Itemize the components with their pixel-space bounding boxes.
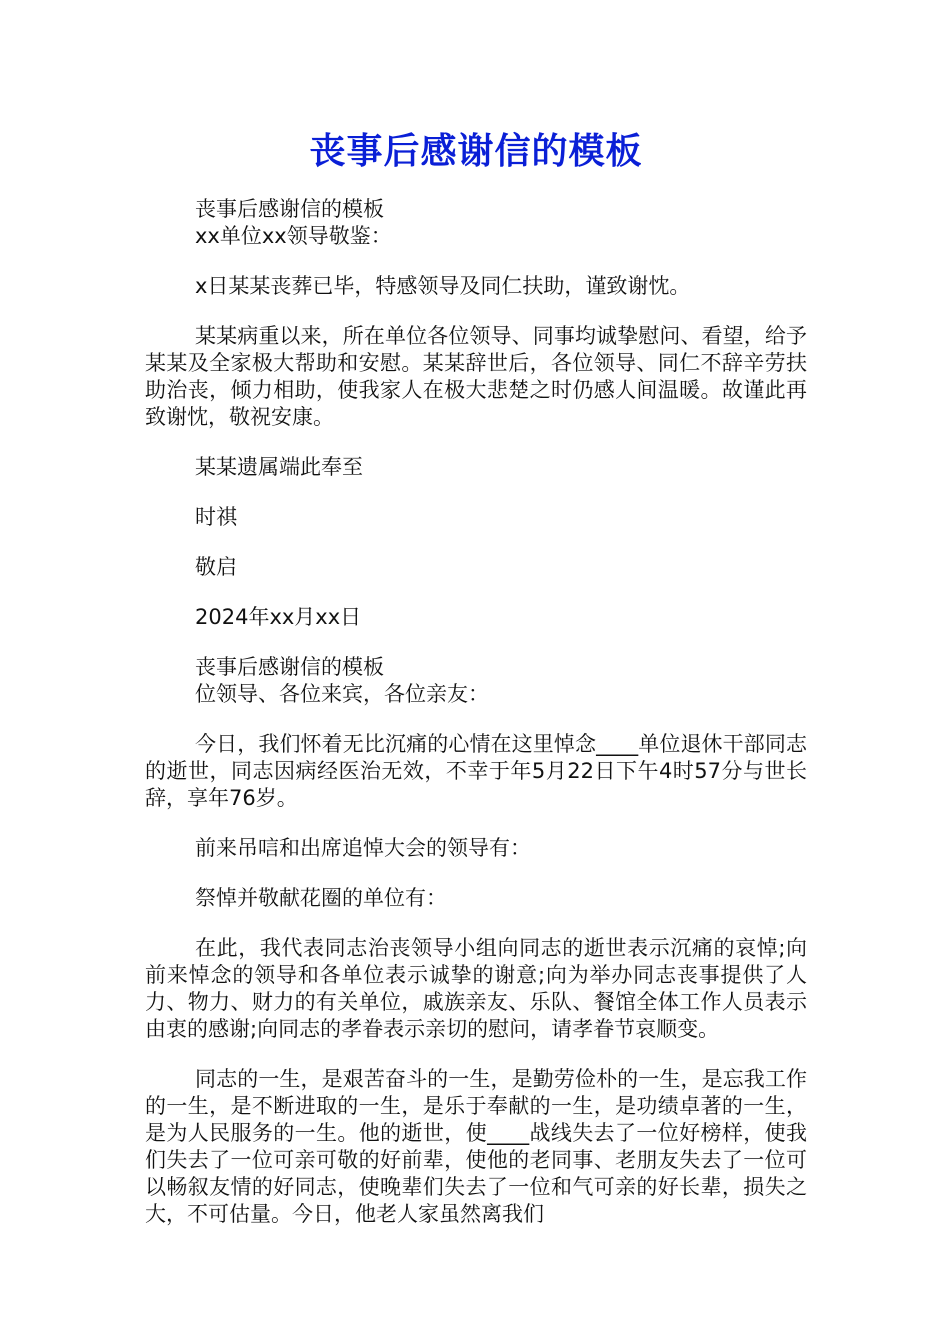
- document-page: [145, 0, 807, 1344]
- letter1-date: 2024年xx月xx日: [195, 605, 362, 629]
- letter1-paragraph-1: x日某某丧葬已毕，特感领导及同仁扶助，谨致谢忱。: [195, 274, 691, 298]
- letter1-heading: 丧事后感谢信的模板: [195, 197, 384, 221]
- letter2-paragraph-1: 今日，我们怀着无比沉痛的心情在这里悼念____单位退休干部同志的逝世，同志因病经医治无效，不幸于年5月22日下午4时57分与世长辞，享年76岁。: [145, 732, 807, 810]
- letter2-heading: 丧事后感谢信的模板: [195, 655, 384, 679]
- letter1-closing-2: 敬启: [195, 555, 237, 579]
- letter2-paragraph-5: 同志的一生，是艰苦奋斗的一生，是勤劳俭朴的一生，是忘我工作的一生，是不断进取的一生，是乐于奉献的一生，是功绩卓著的一生，是为人民服务的一生。他的逝世，使____战线失去了一位好榜样，使我们失去了一位可亲可敬的好前辈，使他的老同事、老朋友失去了一位可以畅叙友情的好同志，使晚辈们失去了一位和气可亲的好长辈，损失之大，不可估量。今日，他老人家虽然离我们: [145, 1067, 807, 1226]
- letter2-paragraph-4: 在此，我代表同志治丧领导小组向同志的逝世表示沉痛的哀悼;向前来悼念的领导和各单位表示诚挚的谢意;向为举办同志丧事提供了人力、物力、财力的有关单位，戚族亲友、乐队、餐馆全体工作人员表示由衷的感谢;向同志的孝眷表示亲切的慰问，请孝眷节哀顺变。: [145, 936, 807, 1041]
- letter1-paragraph-2: 某某病重以来，所在单位各位领导、同事均诚挚慰问、看望，给予某某及全家极大帮助和安慰。某某辞世后，各位领导、同仁不辞辛劳扶助治丧，倾力相助，使我家人在极大悲楚之时仍感人间温暖。故谨此再致谢忱，敬祝安康。: [145, 324, 807, 429]
- letter2-paragraph-2: 前来吊唁和出席追悼大会的领导有：: [195, 836, 531, 860]
- document-title: 丧事后感谢信的模板: [309, 131, 643, 172]
- letter2-salutation: 位领导、各位来宾，各位亲友：: [195, 682, 489, 706]
- letter1-signature: 某某遗属端此奉至: [195, 455, 363, 479]
- letter1-closing-1: 时祺: [195, 505, 237, 529]
- document-body: [145, 196, 807, 1228]
- letter2-paragraph-3: 祭悼并敬献花圈的单位有：: [195, 886, 447, 910]
- letter1-salutation: xx单位xx领导敬鉴：: [195, 224, 392, 248]
